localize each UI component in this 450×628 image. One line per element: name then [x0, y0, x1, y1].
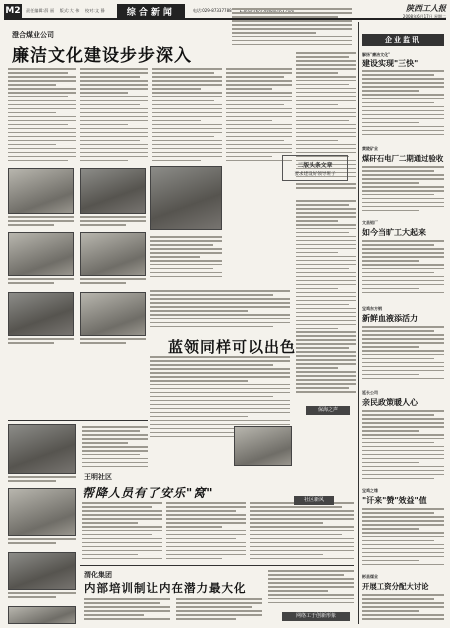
issue-date: 2008年6月17日 星期二: [402, 13, 446, 19]
layout-credit: 版式:大 伟: [59, 8, 80, 13]
photo-10: [8, 552, 76, 590]
story3-kicker: 王明社区: [84, 473, 112, 481]
newspaper-brand: 陕西工人报: [406, 2, 446, 13]
story2-stamp: 保海之声: [306, 406, 350, 415]
item7-headline: 开展工资分配大讨论: [362, 582, 429, 591]
story4-headline: 内部培训制让内在潜力最大化: [84, 581, 247, 595]
item2-body: [362, 166, 444, 214]
right-column-divider: [358, 22, 359, 624]
photo-1-caption: [8, 216, 74, 230]
story3-body-col2: [166, 502, 246, 562]
side-box-line1: 二版头条文章: [297, 163, 333, 169]
divider-story4: [80, 565, 354, 566]
story4-body-col3: [268, 570, 354, 610]
story3-lead: [82, 426, 148, 470]
item2-headline: 煤矸石电厂二期通过验收: [362, 154, 444, 163]
side-box-line2: 要求建设好领导班子: [294, 172, 336, 177]
item5-body: [362, 410, 444, 482]
photo-3-caption: [8, 278, 74, 290]
photo-3: [8, 232, 74, 276]
item3-body: [362, 240, 444, 298]
item1-headline: 建设实现"三快": [362, 59, 419, 68]
editor-credits: [26, 8, 109, 14]
story3-body-col3: [250, 502, 354, 562]
photo-4-caption: [80, 278, 146, 290]
story1-body-col2: [80, 68, 148, 164]
photo-main: [150, 166, 222, 230]
contact-phone: 电话:029-87337788: [192, 8, 232, 13]
story3-body-col1: [82, 502, 162, 562]
editor-credit: 责任编辑:薛 丽: [26, 8, 55, 13]
quote-text: [150, 236, 222, 280]
item6-body: [362, 508, 444, 568]
photo-5-caption: [8, 338, 74, 350]
section-title: 综合新闻: [117, 4, 185, 19]
photo-4: [80, 232, 146, 276]
story1-kicker: 澄合煤业公司: [12, 31, 54, 39]
story3-headline: 帮降人员有了安乐"窝": [82, 486, 214, 500]
item4-headline: 新鲜血液添活力: [362, 314, 418, 323]
photo-2-caption: [80, 216, 146, 230]
item5-kicker: 延长公司: [362, 390, 378, 395]
photo-7-caption: [8, 476, 76, 486]
story2-right-col: [296, 200, 356, 400]
story2-headline: 蓝领同样可以出色: [168, 338, 297, 356]
photo-8-caption: [8, 538, 76, 548]
photo-5: [8, 292, 74, 336]
item4-kicker: 宝鸡东方钢: [362, 306, 382, 311]
right-column-title: 企业监讯: [362, 34, 444, 46]
photo-11: [8, 606, 76, 624]
photo-6-caption: [80, 338, 146, 350]
story1-body-col4: [226, 68, 292, 164]
story4-body-col1: [84, 598, 170, 624]
item3-headline: 如今当旷工大起来: [362, 228, 426, 237]
photo-9: [234, 426, 292, 466]
story4-body-col2: [176, 598, 262, 624]
item3-kicker: 文县铝厂: [362, 220, 378, 225]
item4-body: [362, 326, 444, 384]
item7-body: [362, 594, 444, 624]
photo-8: [8, 488, 76, 536]
photo-2: [80, 168, 146, 214]
item5-headline: 亲民政策暖人心: [362, 398, 418, 407]
story2-lead: [150, 290, 290, 330]
story4-kicker: 渭化集团: [84, 571, 112, 579]
item6-headline: "讦来"赞"效益"值: [362, 496, 427, 505]
item2-kicker: 黄陵矿业: [362, 146, 378, 151]
story3-stamp: 社区新风: [294, 496, 334, 505]
proof-credit: 校对:文 静: [85, 8, 105, 13]
page-header: [4, 4, 446, 20]
photo-10-caption: [8, 592, 76, 604]
story1-body-col3: [152, 68, 222, 164]
item1-kicker: 解扬"廉洁文化": [362, 52, 391, 57]
story1-body-col1: [8, 68, 76, 164]
photo-7: [8, 424, 76, 474]
item6-kicker: 宝鸡之缘: [362, 488, 378, 493]
story1-side-box: [282, 155, 348, 181]
divider-story3: [8, 420, 148, 421]
top-column-text: [232, 8, 352, 48]
story4-stamp: 网络工于创新形象: [282, 612, 350, 621]
photo-1: [8, 168, 74, 214]
item7-kicker: 彬县煤业: [362, 574, 378, 579]
page-number: M2: [5, 6, 21, 16]
story1-headline: 廉洁文化建设步步深入: [12, 46, 192, 66]
item1-body: [362, 70, 444, 138]
photo-6: [80, 292, 146, 336]
masthead: [403, 3, 446, 20]
